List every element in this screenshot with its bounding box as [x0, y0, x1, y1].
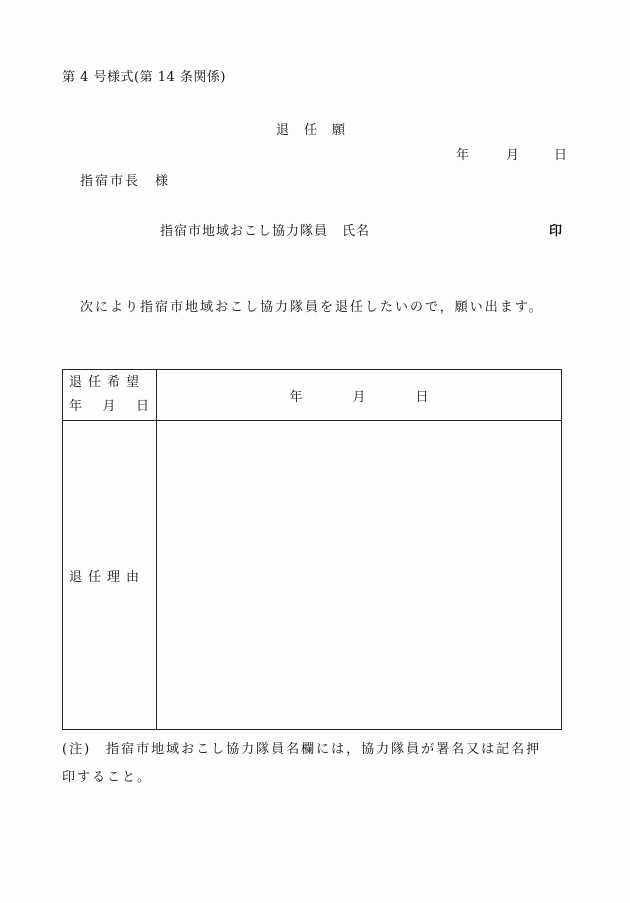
resignation-form-table — [62, 369, 562, 730]
reason-label-cell — [63, 421, 157, 730]
value-year: 年 — [289, 389, 303, 405]
value-day: 日 — [415, 389, 429, 405]
label-year: 年 — [69, 399, 83, 414]
form-number: 第 4 号様式(第 14 条関係) — [62, 70, 226, 85]
date-month: 月 — [506, 148, 520, 163]
desired-date-value-cell[interactable] — [157, 370, 562, 421]
date-line — [456, 144, 567, 163]
table-row — [63, 370, 562, 421]
label-month: 月 — [102, 399, 116, 414]
label-day: 日 — [135, 399, 149, 414]
seal-mark: 印 — [549, 224, 563, 239]
note-line-2: 印すること。 — [62, 770, 153, 785]
desired-date-value — [157, 386, 561, 405]
body-text: 次により指宿市地域おこし協力隊員を退任したいので，願い出ます。 — [80, 300, 544, 315]
desired-date-label: 退任希望 — [69, 375, 146, 390]
value-month: 月 — [352, 389, 366, 405]
document-title: 退任願 — [276, 123, 361, 138]
desired-date-sublabel — [63, 395, 149, 419]
signer-label: 指宿市地域おこし協力隊員 氏名 — [160, 224, 371, 239]
reason-label: 退任理由 — [69, 569, 146, 585]
date-year: 年 — [456, 148, 470, 163]
note-line-1: (注) 指宿市地域おこし協力隊員名欄には，協力隊員が署名又は記名押 — [62, 742, 542, 757]
desired-date-label-cell — [63, 370, 157, 421]
addressee: 指宿市長 様 — [80, 174, 171, 189]
table-row — [63, 421, 562, 730]
reason-value-cell[interactable] — [157, 421, 562, 730]
date-day: 日 — [554, 148, 568, 163]
